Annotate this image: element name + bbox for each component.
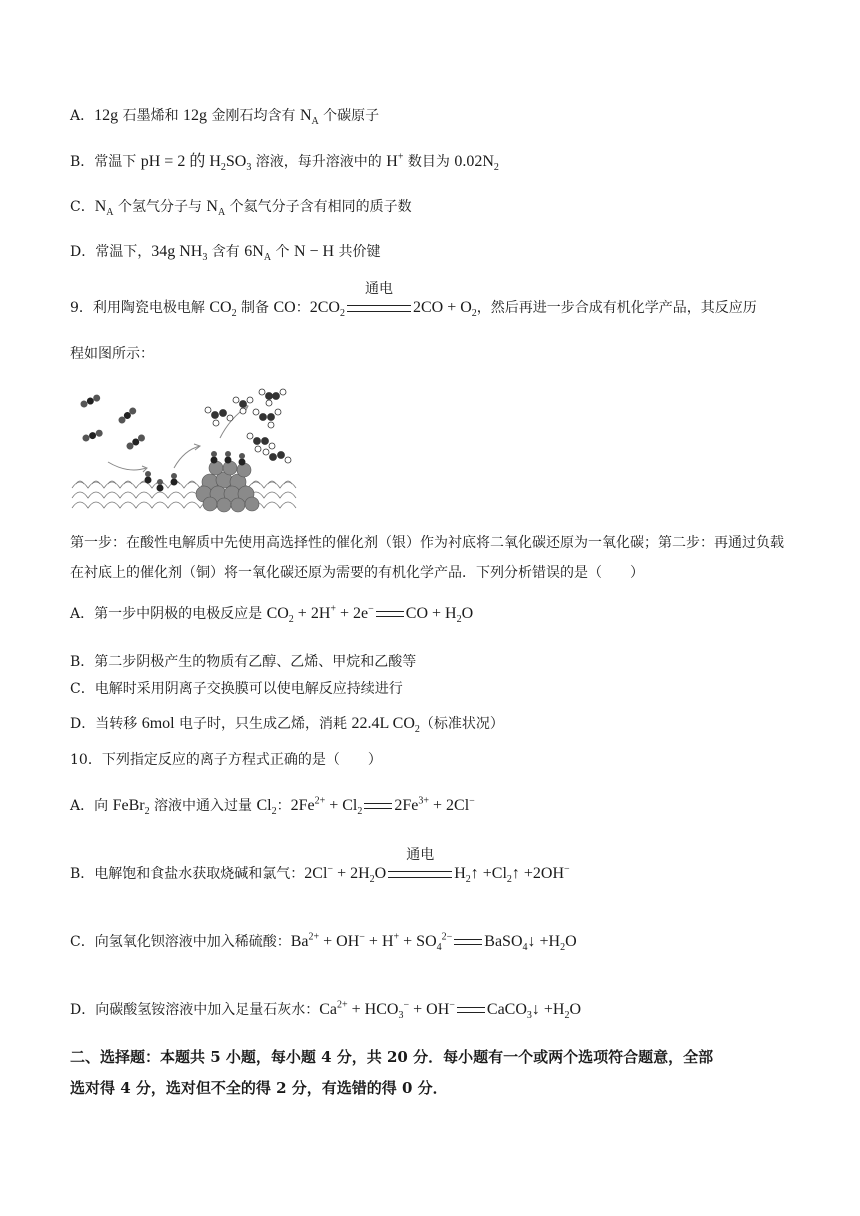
co2-volume: 22.4L $CO_2$ bbox=[351, 715, 420, 736]
option-text: 共价键 bbox=[334, 244, 381, 260]
option-text: 个氦气分子含有相同的质子数 bbox=[225, 199, 412, 215]
bond-symbol: N − H bbox=[293, 243, 335, 260]
mol-value: 6mol bbox=[141, 715, 175, 732]
option-text: 金刚石均含有 bbox=[207, 108, 300, 124]
section2-heading-line1: 二、选择题：本题共 5 小题，每小题 4 分，共 20 分．每小题有一个或两个选项符合题意，全部 bbox=[70, 1048, 714, 1066]
electrolysis-equation: $2CO_2$ 通电 $2CO + O_2$ bbox=[309, 282, 477, 320]
stem-text: 9．利用陶瓷电极电解 bbox=[70, 300, 210, 316]
bond-count: $6N_A$ bbox=[244, 243, 272, 264]
option-text: B．电解饱和食盐水获取烧碱和氯气： bbox=[70, 866, 305, 882]
q9-stem bbox=[70, 282, 757, 320]
ionic-equation-a: $2Fe^{2+} + Cl_2$ $2Fe^{3+} + 2Cl^-$ bbox=[290, 795, 475, 818]
option-text: 个 bbox=[271, 244, 294, 260]
mass-value: 12g bbox=[94, 107, 119, 124]
q9-option-c: C．电解时采用阴离子交换膜可以使电解反应持续进行 bbox=[70, 681, 403, 697]
reaction-process-figure bbox=[70, 382, 300, 514]
ph-expression: pH = 2 的 $H_2SO_3$ bbox=[140, 153, 252, 174]
option-label: C． bbox=[70, 199, 95, 215]
q9-stem-line2: 程如图所示： bbox=[70, 346, 154, 362]
ionic-equation-c: $Ba^{2+} + OH^- + H^+ + SO_4^{2-}$ BaSO$_4$↓ $+H_2O$ bbox=[290, 931, 577, 954]
option-text: 溶液中通入过量 bbox=[149, 798, 257, 814]
ionic-equation-b: $2Cl^- + 2H_2O$ 通电 $H_2↑$ $+Cl_2↑ +2OH^-$ bbox=[304, 848, 570, 886]
option-text: （标准状况） bbox=[419, 716, 504, 732]
condition-label: 通电 bbox=[364, 282, 393, 298]
volume-value: 22.4L bbox=[351, 715, 389, 732]
option-label: A． bbox=[70, 108, 95, 124]
option-text: 电子时，只生成乙烯，消耗 bbox=[174, 716, 352, 732]
mass-value: 12g bbox=[183, 107, 208, 124]
q10-option-b bbox=[70, 848, 570, 886]
ammonia-mass: 34g $NH_3$ bbox=[151, 243, 208, 264]
q9-description: 第一步：在酸性电解质中先使用高选择性的催化剂（银）作为衬底将二氧化碳还原为一氧化碳；第二步：再通过负载在衬底上的催化剂（铜）将一氧化碳还原为需要的有机化学产品．下列分析错误的是（ ） bbox=[70, 535, 784, 581]
q10-option-d bbox=[70, 1000, 581, 1020]
q10-option-a bbox=[70, 796, 475, 816]
q8-option-d bbox=[70, 242, 381, 262]
option-text: 溶液，每升溶液中的 bbox=[251, 154, 387, 170]
option-text: ： bbox=[276, 798, 291, 814]
q9-option-d bbox=[70, 714, 504, 734]
avogadro-symbol: $N_A$ bbox=[299, 107, 319, 128]
option-text: A．第一步中阴极的电极反应是 bbox=[70, 606, 267, 622]
option-text: A．向 bbox=[70, 798, 113, 814]
option-text: 含有 bbox=[207, 244, 245, 260]
option-text: C．向氢氧化钡溶液中加入稀硫酸： bbox=[70, 934, 291, 950]
option-text: 石墨烯和 bbox=[118, 108, 184, 124]
febr2-formula: FeBr$_2$ bbox=[112, 797, 150, 818]
ionic-equation-d: $Ca^{2+} + HCO_3^- + OH^-$ CaCO$_3$↓ $+H_2O$ bbox=[319, 999, 582, 1022]
option-text: D．当转移 bbox=[70, 716, 142, 732]
option-text: 个碳原子 bbox=[318, 108, 380, 124]
stem-text: ： bbox=[295, 300, 310, 316]
q8-option-b bbox=[70, 152, 499, 172]
hydrogen-ion: H+ bbox=[386, 151, 404, 170]
q9-option-a bbox=[70, 604, 473, 624]
q8-option-a bbox=[70, 106, 379, 126]
option-text: D．常温下， bbox=[70, 244, 152, 260]
electrode-equation: $CO_2 + 2H^+ + 2e^-$ CO + $H_2O$ bbox=[266, 603, 474, 626]
section2-heading-line2: 选对得 4 分，选对但不全的得 2 分，有选错的得 0 分． bbox=[70, 1079, 448, 1097]
catalyst-surface bbox=[72, 481, 296, 508]
q10-option-c bbox=[70, 932, 577, 952]
option-text: 个氢气分子与 bbox=[113, 199, 207, 215]
copper-catalyst-cluster bbox=[196, 461, 259, 512]
co2-formula: $CO_2$ bbox=[209, 299, 237, 320]
option-text: D．向碳酸氢铵溶液中加入足量石灰水： bbox=[70, 1002, 320, 1018]
stem-text: 制备 bbox=[236, 300, 274, 316]
option-text: 数目为 bbox=[403, 154, 455, 170]
option-text: B．常温下 bbox=[70, 154, 141, 170]
q10-stem: 10．下列指定反应的离子方程式正确的是（ ） bbox=[70, 752, 382, 768]
organic-product-molecules bbox=[205, 389, 291, 463]
co-formula: CO bbox=[273, 299, 296, 316]
q9-option-b: B．第二步阴极产生的物质有乙醇、乙烯、甲烷和乙酸等 bbox=[70, 654, 417, 670]
condition-label: 通电 bbox=[406, 848, 435, 864]
cl2-formula: $Cl_2$ bbox=[256, 797, 277, 818]
co2-molecules bbox=[79, 393, 146, 450]
avogadro-symbol: $N_A$ bbox=[206, 198, 226, 219]
q8-option-c bbox=[70, 197, 412, 217]
stem-text: ，然后再进一步合成有机化学产品，其反应历 bbox=[476, 300, 757, 316]
count-value: $0.02N_2$ bbox=[454, 153, 499, 174]
avogadro-symbol: $N_A$ bbox=[94, 198, 114, 219]
